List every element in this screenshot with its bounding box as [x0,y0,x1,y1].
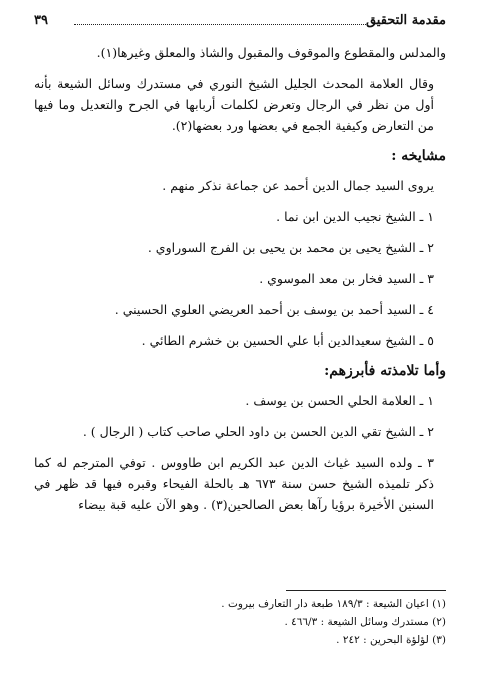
page-body [34,42,446,515]
page-header [34,13,446,33]
header-dotted-leader [74,24,368,25]
paragraph-son: ٣ ـ ولده السيد غياث الدين عبد الكريم ابن طاووس . توفي المترجم له كما ذكر تلميذه الشيخ حسن سنة ٦٧٣ هـ بالحلة الفيحاء وقبره فيها قد ظهر في السنين الأخيرة برؤيا رآها بعض الصالحين(٣) . وهو الآن عليه قبة بيضاء [34,455,434,512]
student-item: ١ ـ العلامة الحلي الحسن بن يوسف . [245,393,434,408]
heading-teachers: مشايخه : [391,148,446,164]
teachers-intro: يروى السيد جمال الدين أحمد عن جماعة نذكر منهم . [162,178,434,193]
footnote-separator [286,590,446,591]
student-item: ٢ ـ الشيخ تقي الدين الحسن بن داود الحلي صاحب كتاب ( الرجال ) . [82,424,434,439]
page-number: ٣٩ [34,13,48,28]
footnote-1: (١) اعيان الشيعة : ١٨٩/٣ طبعة دار التعارف بيروت . [221,598,446,610]
intro-line: والمدلس والمقطوع والموقوف والمقبول والشاذ والمعلق وغيرها(١). [96,45,446,60]
teacher-item: ٢ ـ الشيخ يحيى بن محمد بن يحيى بن الفرج السوراوي . [147,240,434,255]
footnote-3: (٣) لؤلؤة البحرين : ٢٤٢ . [336,634,446,646]
teacher-item: ٣ ـ السيد فخار بن معد الموسوي . [259,271,434,286]
heading-students: وأما تلامذته فأبرزهم: [324,363,446,379]
teacher-item: ٤ ـ السيد أحمد بن يوسف بن أحمد العريضي العلوي الحسيني . [114,302,434,317]
teacher-item: ١ ـ الشيخ نجيب الدين ابن نما . [276,209,434,224]
footnote-2: (٢) مستدرك وسائل الشيعة : ٤٦٦/٣ . [284,616,446,628]
paragraph-nouri: وقال العلامة المحدث الجليل الشيخ النوري في مستدرك وسائل الشيعة بأنه أول من نظر في الرجال وتعرض لكلمات أربابها في الجرح والتعديل وما فيها من التعارض وكيفية الجمع في بعضها ورد بعضها(٢). [34,76,434,133]
running-title: مقدمة التحقيق [365,13,446,28]
teacher-item: ٥ ـ الشيخ سعيدالدين أبا علي الحسين بن خشرم الطائي . [141,333,434,348]
